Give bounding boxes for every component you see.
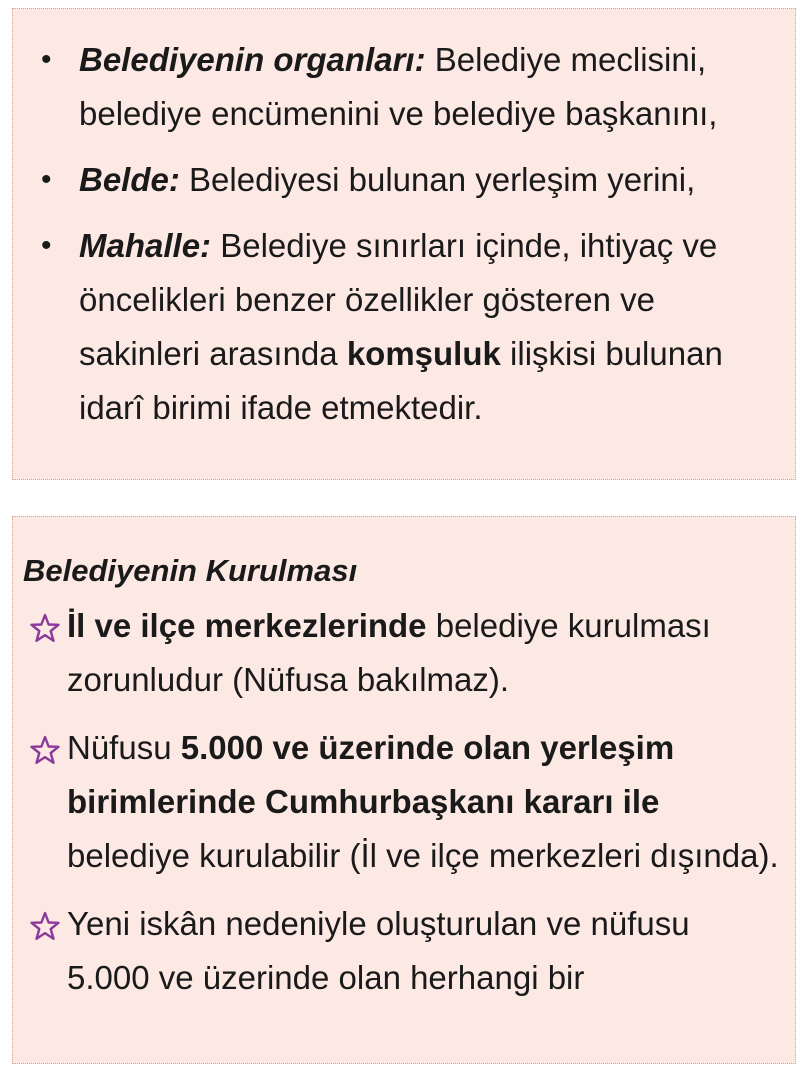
establishment-box bbox=[12, 516, 796, 1064]
star-icon bbox=[29, 911, 61, 941]
definition-text: Belediye meclisini, belediye encümenini ve belediye başkanını, bbox=[79, 41, 718, 132]
list-item bbox=[31, 153, 775, 207]
item-text: belediye kurulabilir (İl ve ilçe merkezleri dışında). bbox=[67, 837, 779, 874]
section-title: Belediyenin Kurulması bbox=[23, 553, 358, 588]
definitions-box bbox=[12, 8, 796, 480]
bold-text: İl ve ilçe merkezlerinde bbox=[67, 607, 427, 644]
list-item bbox=[31, 33, 775, 141]
star-icon bbox=[29, 735, 61, 765]
establishment-list bbox=[25, 599, 779, 1019]
list-item bbox=[25, 897, 779, 1005]
bold-text: komşuluk bbox=[346, 335, 501, 372]
term-label: Belediyenin organları: bbox=[79, 41, 426, 78]
definition-text: Belediye sınırları içinde, ihtiyaç ve öncelikleri benzer özellikler gösteren ve sakinleri arasında bbox=[79, 227, 718, 372]
star-icon bbox=[29, 613, 61, 643]
item-text: Nüfusu bbox=[67, 729, 181, 766]
item-text: Yeni iskân nedeniyle oluşturulan ve nüfusu 5.000 ve üzerinde olan herhangi bir bbox=[67, 905, 690, 996]
definition-text: ilişkisi bulunan idarî birimi ifade etmektedir. bbox=[79, 335, 723, 426]
term-label: Mahalle: bbox=[79, 227, 212, 264]
list-item bbox=[31, 219, 775, 435]
item-text: belediye kurulması zorunludur (Nüfusa bakılmaz). bbox=[67, 607, 711, 698]
list-item bbox=[25, 599, 779, 707]
definitions-list bbox=[13, 9, 795, 435]
definition-text: Belediyesi bulunan yerleşim yerini, bbox=[179, 161, 696, 198]
bullet-icon: • bbox=[41, 229, 52, 262]
list-item bbox=[25, 721, 779, 883]
term-label: Belde: bbox=[79, 161, 180, 198]
bullet-icon: • bbox=[41, 163, 52, 196]
bullet-icon: • bbox=[41, 43, 52, 76]
bold-text: 5.000 ve üzerinde olan yerleşim birimlerinde Cumhurbaşkanı kararı ile bbox=[67, 729, 675, 820]
